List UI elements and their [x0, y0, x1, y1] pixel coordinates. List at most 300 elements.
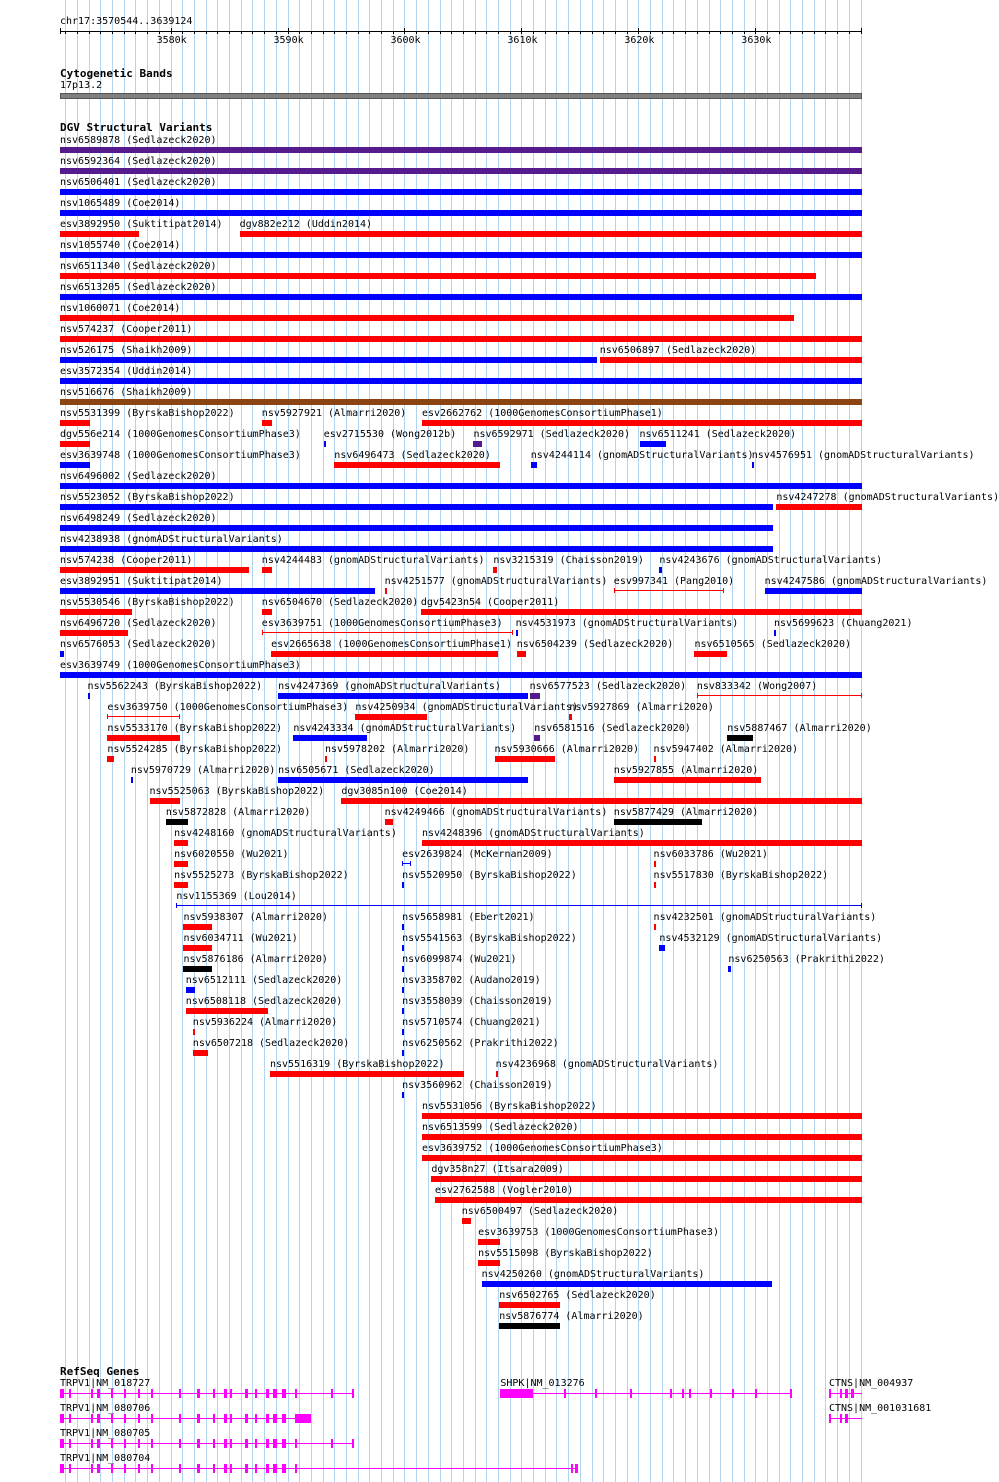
gene-exon[interactable]: [352, 1389, 354, 1398]
sv-bar[interactable]: [422, 420, 862, 426]
gridline: [229, 0, 230, 1482]
sv-label: esv3639751 (1000GenomesConsortiumPhase3): [261, 618, 503, 629]
gene-exon[interactable]: [845, 1414, 847, 1423]
gene-exon[interactable]: [213, 1389, 215, 1398]
sv-interval-line[interactable]: [262, 632, 513, 633]
gene-intron-line[interactable]: [60, 1443, 354, 1444]
sv-bar[interactable]: [60, 441, 90, 447]
gene-exon[interactable]: [197, 1464, 199, 1473]
sv-label: nsv5562243 (ByrskaBishop2022): [87, 681, 263, 692]
ruler-minor-tick: [217, 31, 218, 34]
sv-label: nsv6592971 (Sedlazeck2020): [473, 429, 630, 440]
gene-exon[interactable]: [97, 1414, 101, 1423]
gene-exon[interactable]: [151, 1439, 153, 1448]
gene-exon[interactable]: [670, 1389, 672, 1398]
sv-bar[interactable]: [600, 357, 862, 363]
gene-exon[interactable]: [564, 1389, 566, 1398]
sv-bar[interactable]: [654, 861, 656, 867]
ruler-minor-tick: [767, 31, 768, 34]
gene-exon[interactable]: [255, 1414, 257, 1423]
sv-label: dgv5423n54 (Cooper2011): [420, 597, 560, 608]
sv-interval-line[interactable]: [614, 590, 724, 591]
ruler-minor-tick: [650, 31, 651, 34]
sv-label: nsv5927869 (Almarri2020): [569, 702, 714, 713]
gene-exon[interactable]: [230, 1464, 232, 1473]
sv-label: nsv5978202 (Almarri2020): [324, 744, 470, 755]
sv-label: nsv4232501 (gnomADStructuralVariants): [653, 912, 877, 923]
gene-exon[interactable]: [124, 1389, 126, 1398]
gene-intron-line[interactable]: [500, 1393, 790, 1394]
sv-bar[interactable]: [107, 735, 180, 741]
sv-bar[interactable]: [60, 420, 90, 426]
sv-interval-cap: [614, 588, 615, 593]
sv-bar[interactable]: [278, 777, 528, 783]
gene-exon[interactable]: [500, 1389, 533, 1398]
sv-bar[interactable]: [60, 357, 597, 363]
gene-exon[interactable]: [213, 1414, 215, 1423]
sv-bar[interactable]: [60, 567, 249, 573]
ruler-minor-tick: [334, 31, 335, 34]
ruler-minor-tick: [346, 31, 347, 34]
sv-bar[interactable]: [496, 1071, 498, 1077]
gene-exon[interactable]: [151, 1414, 153, 1423]
sv-label: nsv5947402 (Almarri2020): [653, 744, 799, 755]
ruler-minor-tick: [486, 31, 487, 34]
gene-exon[interactable]: [97, 1464, 101, 1473]
gridline: [697, 0, 698, 1482]
gene-exon[interactable]: [282, 1414, 287, 1423]
gene-exon[interactable]: [732, 1389, 734, 1398]
sv-bar[interactable]: [174, 882, 188, 888]
ruler-minor-tick: [603, 31, 604, 34]
sv-bar[interactable]: [60, 483, 862, 489]
sv-bar[interactable]: [402, 1029, 404, 1035]
gene-exon[interactable]: [213, 1464, 215, 1473]
sv-label: nsv4244114 (gnomADStructuralVariants): [530, 450, 754, 461]
gene-exon[interactable]: [630, 1389, 632, 1398]
sv-bar[interactable]: [186, 987, 195, 993]
gene-exon[interactable]: [224, 1439, 226, 1448]
gene-exon[interactable]: [179, 1389, 181, 1398]
sv-bar[interactable]: [654, 924, 656, 930]
sv-bar[interactable]: [499, 1323, 560, 1329]
sv-bar[interactable]: [499, 1302, 560, 1308]
sv-bar[interactable]: [278, 693, 528, 699]
ruler-major-tick: [638, 28, 639, 34]
ruler-tick-label: 3580k: [156, 35, 187, 46]
ruler-minor-tick: [568, 31, 569, 34]
gridline: [650, 0, 651, 1482]
gene-exon[interactable]: [829, 1389, 831, 1398]
gene-exon[interactable]: [138, 1389, 140, 1398]
sv-label: nsv574237 (Cooper2011): [60, 324, 193, 335]
sv-bar[interactable]: [183, 924, 211, 930]
ruler-minor-tick: [147, 31, 148, 34]
gridline: [673, 0, 674, 1482]
sv-label: dgv882e212 (Uddin2014): [239, 219, 373, 230]
ruler-minor-tick: [673, 31, 674, 34]
sv-bar[interactable]: [516, 630, 518, 636]
sv-bar[interactable]: [402, 924, 404, 930]
sv-bar[interactable]: [493, 567, 497, 573]
ruler-minor-tick: [323, 31, 324, 34]
gene-exon[interactable]: [97, 1389, 101, 1398]
gene-intron-line[interactable]: [60, 1393, 354, 1394]
sv-bar[interactable]: [60, 315, 794, 321]
gridline: [662, 0, 663, 1482]
sv-bar[interactable]: [385, 819, 393, 825]
gene-exon[interactable]: [710, 1389, 712, 1398]
gridline: [732, 0, 733, 1482]
ruler-minor-tick: [463, 31, 464, 34]
sv-bar[interactable]: [262, 609, 273, 615]
sv-interval-line[interactable]: [697, 695, 862, 696]
sv-bar[interactable]: [495, 756, 556, 762]
gene-exon[interactable]: [138, 1464, 140, 1473]
sv-bar[interactable]: [107, 756, 114, 762]
gene-exon[interactable]: [230, 1389, 232, 1398]
gene-exon[interactable]: [255, 1389, 257, 1398]
gene-exon[interactable]: [840, 1389, 842, 1398]
gene-label: TRPV1|NM_080706: [60, 1403, 151, 1414]
sv-label: esv3639752 (1000GenomesConsortiumPhase3): [422, 1143, 663, 1154]
sv-bar[interactable]: [262, 420, 273, 426]
gene-exon[interactable]: [295, 1464, 297, 1473]
gene-exon[interactable]: [224, 1414, 226, 1423]
sv-label: nsv6510565 (Sedlazeck2020): [694, 639, 852, 650]
ruler-minor-tick: [580, 31, 581, 34]
sv-bar[interactable]: [422, 1134, 862, 1140]
ruler-minor-tick: [662, 31, 663, 34]
sv-bar[interactable]: [60, 462, 90, 468]
sv-bar[interactable]: [60, 336, 862, 342]
sv-bar[interactable]: [727, 735, 753, 741]
gene-exon[interactable]: [124, 1414, 126, 1423]
sv-label: nsv5516319 (ByrskaBishop2022): [269, 1059, 445, 1070]
sv-label: nsv6513599 (Sedlazeck2020): [422, 1122, 579, 1133]
sv-bar[interactable]: [60, 504, 773, 510]
gene-exon[interactable]: [682, 1389, 684, 1398]
sv-bar[interactable]: [402, 882, 404, 888]
sv-label: nsv4248160 (gnomADStructuralVariants): [174, 828, 397, 839]
sv-bar[interactable]: [402, 987, 404, 993]
gene-exon[interactable]: [571, 1464, 573, 1473]
sv-bar[interactable]: [421, 609, 862, 615]
gene-exon[interactable]: [245, 1439, 247, 1448]
gene-exon[interactable]: [69, 1464, 71, 1473]
sv-bar[interactable]: [60, 231, 139, 237]
sv-bar[interactable]: [271, 651, 498, 657]
gene-exon[interactable]: [91, 1414, 93, 1423]
ruler-minor-tick: [65, 31, 66, 34]
gene-exon[interactable]: [179, 1414, 181, 1423]
gene-exon[interactable]: [151, 1464, 153, 1473]
sv-label: nsv3358702 (Audano2019): [402, 975, 541, 986]
gene-exon[interactable]: [91, 1389, 93, 1398]
gene-exon[interactable]: [197, 1414, 199, 1423]
gene-exon[interactable]: [230, 1414, 232, 1423]
gene-exon[interactable]: [295, 1414, 311, 1423]
sv-bar[interactable]: [431, 1176, 862, 1182]
gene-exon[interactable]: [224, 1389, 226, 1398]
ruler-minor-tick: [241, 31, 242, 34]
sv-bar[interactable]: [60, 588, 375, 594]
sv-interval-line[interactable]: [107, 716, 180, 717]
sv-bar[interactable]: [150, 798, 180, 804]
gene-label: TRPV1|NM_018727: [60, 1378, 151, 1389]
sv-label: nsv5541563 (ByrskaBishop2022): [402, 933, 577, 944]
gene-exon[interactable]: [124, 1439, 126, 1448]
ruler-right-end: [861, 28, 862, 34]
sv-bar[interactable]: [341, 798, 862, 804]
gridline: [533, 0, 534, 1482]
sv-bar[interactable]: [765, 588, 862, 594]
sv-bar[interactable]: [183, 945, 211, 951]
sv-label: nsv4532129 (gnomADStructuralVariants): [659, 933, 883, 944]
gene-exon[interactable]: [111, 1439, 113, 1448]
gene-exon[interactable]: [282, 1439, 287, 1448]
sv-bar[interactable]: [694, 651, 727, 657]
sv-bar[interactable]: [385, 588, 387, 594]
gene-exon[interactable]: [111, 1414, 113, 1423]
gene-exon[interactable]: [60, 1439, 64, 1448]
sv-bar[interactable]: [654, 882, 656, 888]
gridline: [404, 0, 405, 1482]
gene-exon[interactable]: [91, 1439, 93, 1448]
gene-exon[interactable]: [845, 1389, 847, 1398]
gene-exon[interactable]: [230, 1439, 232, 1448]
sv-label: esv3639749 (1000GenomesConsortiumPhase3): [60, 660, 301, 671]
sv-label: nsv4250934 (gnomADStructuralVariants): [355, 702, 579, 713]
sv-bar[interactable]: [355, 714, 426, 720]
sv-bar[interactable]: [482, 1281, 772, 1287]
gene-exon[interactable]: [197, 1389, 199, 1398]
sv-bar[interactable]: [262, 567, 273, 573]
cytoband[interactable]: [60, 93, 862, 99]
gridline: [568, 0, 569, 1482]
gridline: [451, 0, 452, 1482]
ruler-major-tick: [288, 28, 289, 34]
sv-bar[interactable]: [478, 1239, 500, 1245]
gene-exon[interactable]: [575, 1464, 577, 1473]
sv-bar[interactable]: [193, 1029, 195, 1035]
gene-exon[interactable]: [138, 1414, 140, 1423]
gene-exon[interactable]: [331, 1439, 333, 1448]
gene-exon[interactable]: [213, 1439, 215, 1448]
gene-exon[interactable]: [245, 1414, 247, 1423]
sv-bar[interactable]: [402, 1050, 404, 1056]
sv-bar[interactable]: [530, 693, 541, 699]
gene-exon[interactable]: [179, 1439, 181, 1448]
sv-bar[interactable]: [402, 1092, 404, 1098]
sv-bar[interactable]: [776, 504, 862, 510]
sv-bar[interactable]: [270, 1071, 464, 1077]
gene-exon[interactable]: [60, 1464, 64, 1473]
sv-interval-cap: [262, 630, 263, 635]
gene-exon[interactable]: [273, 1389, 277, 1398]
sv-bar[interactable]: [659, 567, 661, 573]
gene-exon[interactable]: [111, 1389, 113, 1398]
sv-bar[interactable]: [531, 462, 537, 468]
gene-exon[interactable]: [266, 1389, 268, 1398]
gene-exon[interactable]: [179, 1464, 181, 1473]
gene-exon[interactable]: [295, 1389, 297, 1398]
sv-bar[interactable]: [614, 777, 761, 783]
sv-bar[interactable]: [60, 294, 862, 300]
ruler-minor-tick: [849, 31, 850, 34]
sv-label: nsv5938307 (Almarri2020): [183, 912, 328, 923]
gene-exon[interactable]: [829, 1414, 831, 1423]
sv-bar[interactable]: [640, 441, 667, 447]
sv-label: nsv4243334 (gnomADStructuralVariants): [293, 723, 517, 734]
sv-bar[interactable]: [60, 672, 862, 678]
sv-bar[interactable]: [60, 651, 64, 657]
gridline: [720, 0, 721, 1482]
gene-exon[interactable]: [266, 1464, 268, 1473]
ruler-minor-tick: [89, 31, 90, 34]
gene-exon[interactable]: [255, 1464, 257, 1473]
gene-exon[interactable]: [273, 1464, 277, 1473]
sv-bar[interactable]: [752, 462, 754, 468]
sv-label: nsv4247278 (gnomADStructuralVariants): [776, 492, 999, 503]
sv-bar[interactable]: [193, 1050, 208, 1056]
sv-bar[interactable]: [659, 945, 665, 951]
sv-bar[interactable]: [435, 1197, 862, 1203]
sv-bar[interactable]: [402, 1008, 404, 1014]
gene-exon[interactable]: [851, 1389, 853, 1398]
sv-bar[interactable]: [473, 441, 481, 447]
gene-exon[interactable]: [197, 1439, 199, 1448]
gridline: [428, 0, 429, 1482]
sv-bar[interactable]: [569, 714, 571, 720]
sv-bar[interactable]: [174, 840, 188, 846]
gene-exon[interactable]: [224, 1464, 226, 1473]
sv-label: nsv6502765 (Sedlazeck2020): [499, 1290, 656, 1301]
sv-bar[interactable]: [422, 840, 862, 846]
gene-exon[interactable]: [97, 1439, 101, 1448]
gene-exon[interactable]: [689, 1389, 691, 1398]
gene-exon[interactable]: [755, 1389, 757, 1398]
gene-exon[interactable]: [69, 1414, 71, 1423]
ruler-major-tick: [171, 28, 172, 34]
sv-bar[interactable]: [186, 1008, 268, 1014]
sv-bar[interactable]: [614, 819, 702, 825]
ruler-minor-tick: [100, 31, 101, 34]
sv-bar[interactable]: [774, 630, 776, 636]
sv-bar[interactable]: [402, 945, 404, 951]
gene-exon[interactable]: [245, 1464, 247, 1473]
sv-bar[interactable]: [174, 861, 188, 867]
sv-label: nsv6592364 (Sedlazeck2020): [60, 156, 217, 167]
gene-exon[interactable]: [790, 1389, 792, 1398]
sv-bar[interactable]: [728, 966, 730, 972]
gene-exon[interactable]: [295, 1439, 297, 1448]
gene-exon[interactable]: [282, 1389, 287, 1398]
sv-bar[interactable]: [60, 525, 773, 531]
sv-bar[interactable]: [88, 693, 90, 699]
sv-bar[interactable]: [654, 756, 656, 762]
gene-exon[interactable]: [840, 1414, 842, 1423]
gene-exon[interactable]: [273, 1439, 277, 1448]
gridline: [521, 0, 522, 1482]
sv-label: nsv1055740 (Coe2014): [60, 240, 181, 251]
sv-bar[interactable]: [60, 609, 132, 615]
sv-bar[interactable]: [60, 168, 862, 174]
gene-exon[interactable]: [60, 1389, 64, 1398]
sv-bar[interactable]: [422, 1155, 862, 1161]
sv-bar[interactable]: [422, 1113, 862, 1119]
ruler-minor-tick: [732, 31, 733, 34]
gene-exon[interactable]: [266, 1439, 268, 1448]
gene-exon[interactable]: [111, 1464, 113, 1473]
gene-exon[interactable]: [273, 1414, 277, 1423]
sv-label: nsv6508118 (Sedlazeck2020): [185, 996, 343, 1007]
sv-bar[interactable]: [60, 546, 773, 552]
sv-bar[interactable]: [183, 966, 211, 972]
gene-exon[interactable]: [595, 1389, 597, 1398]
gene-exon[interactable]: [151, 1389, 153, 1398]
sv-bar[interactable]: [60, 378, 862, 384]
sv-bar[interactable]: [240, 231, 862, 237]
sv-bar[interactable]: [325, 756, 327, 762]
sv-bar[interactable]: [517, 651, 526, 657]
gene-exon[interactable]: [266, 1414, 268, 1423]
sv-label: nsv4238938 (gnomADStructuralVariants): [60, 534, 283, 545]
sv-bar[interactable]: [166, 819, 188, 825]
gene-exon[interactable]: [282, 1464, 287, 1473]
gene-exon[interactable]: [91, 1464, 93, 1473]
gene-exon[interactable]: [124, 1464, 126, 1473]
sv-bar[interactable]: [60, 399, 862, 405]
sv-bar[interactable]: [60, 630, 128, 636]
sv-label: nsv6513205 (Sedlazeck2020): [60, 282, 217, 293]
gene-exon[interactable]: [69, 1389, 71, 1398]
region-label: chr17:3570544..3639124: [60, 16, 193, 27]
sv-interval-cap: [512, 630, 513, 635]
sv-label: nsv4576951 (gnomADStructuralVariants): [751, 450, 975, 461]
sv-bar[interactable]: [334, 462, 500, 468]
gene-exon[interactable]: [69, 1439, 71, 1448]
gene-exon[interactable]: [138, 1439, 140, 1448]
gene-exon[interactable]: [352, 1439, 354, 1448]
sv-bar[interactable]: [60, 210, 862, 216]
gene-label: TRPV1|NM_080704: [60, 1453, 151, 1464]
ruler-minor-tick: [299, 31, 300, 34]
sv-interval-line[interactable]: [176, 905, 862, 906]
sv-bar[interactable]: [478, 1260, 500, 1266]
sv-bar[interactable]: [293, 735, 367, 741]
gene-exon[interactable]: [255, 1439, 257, 1448]
gridline: [802, 0, 803, 1482]
gene-exon[interactable]: [245, 1389, 247, 1398]
sv-bar[interactable]: [402, 966, 404, 972]
sv-bar[interactable]: [131, 777, 133, 783]
sv-bar[interactable]: [534, 735, 540, 741]
sv-bar[interactable]: [60, 273, 816, 279]
sv-bar[interactable]: [60, 147, 862, 153]
gridline: [638, 0, 639, 1482]
gene-label: CTNS|NM_004937: [828, 1378, 914, 1389]
sv-bar[interactable]: [60, 189, 862, 195]
sv-bar[interactable]: [462, 1218, 471, 1224]
sv-bar[interactable]: [60, 252, 862, 258]
sv-label: nsv6511340 (Sedlazeck2020): [60, 261, 217, 272]
sv-bar[interactable]: [324, 441, 326, 447]
gene-exon[interactable]: [60, 1414, 64, 1423]
sv-interval-cap: [402, 861, 403, 866]
gene-exon[interactable]: [331, 1389, 333, 1398]
gene-label: TRPV1|NM_080705: [60, 1428, 151, 1439]
